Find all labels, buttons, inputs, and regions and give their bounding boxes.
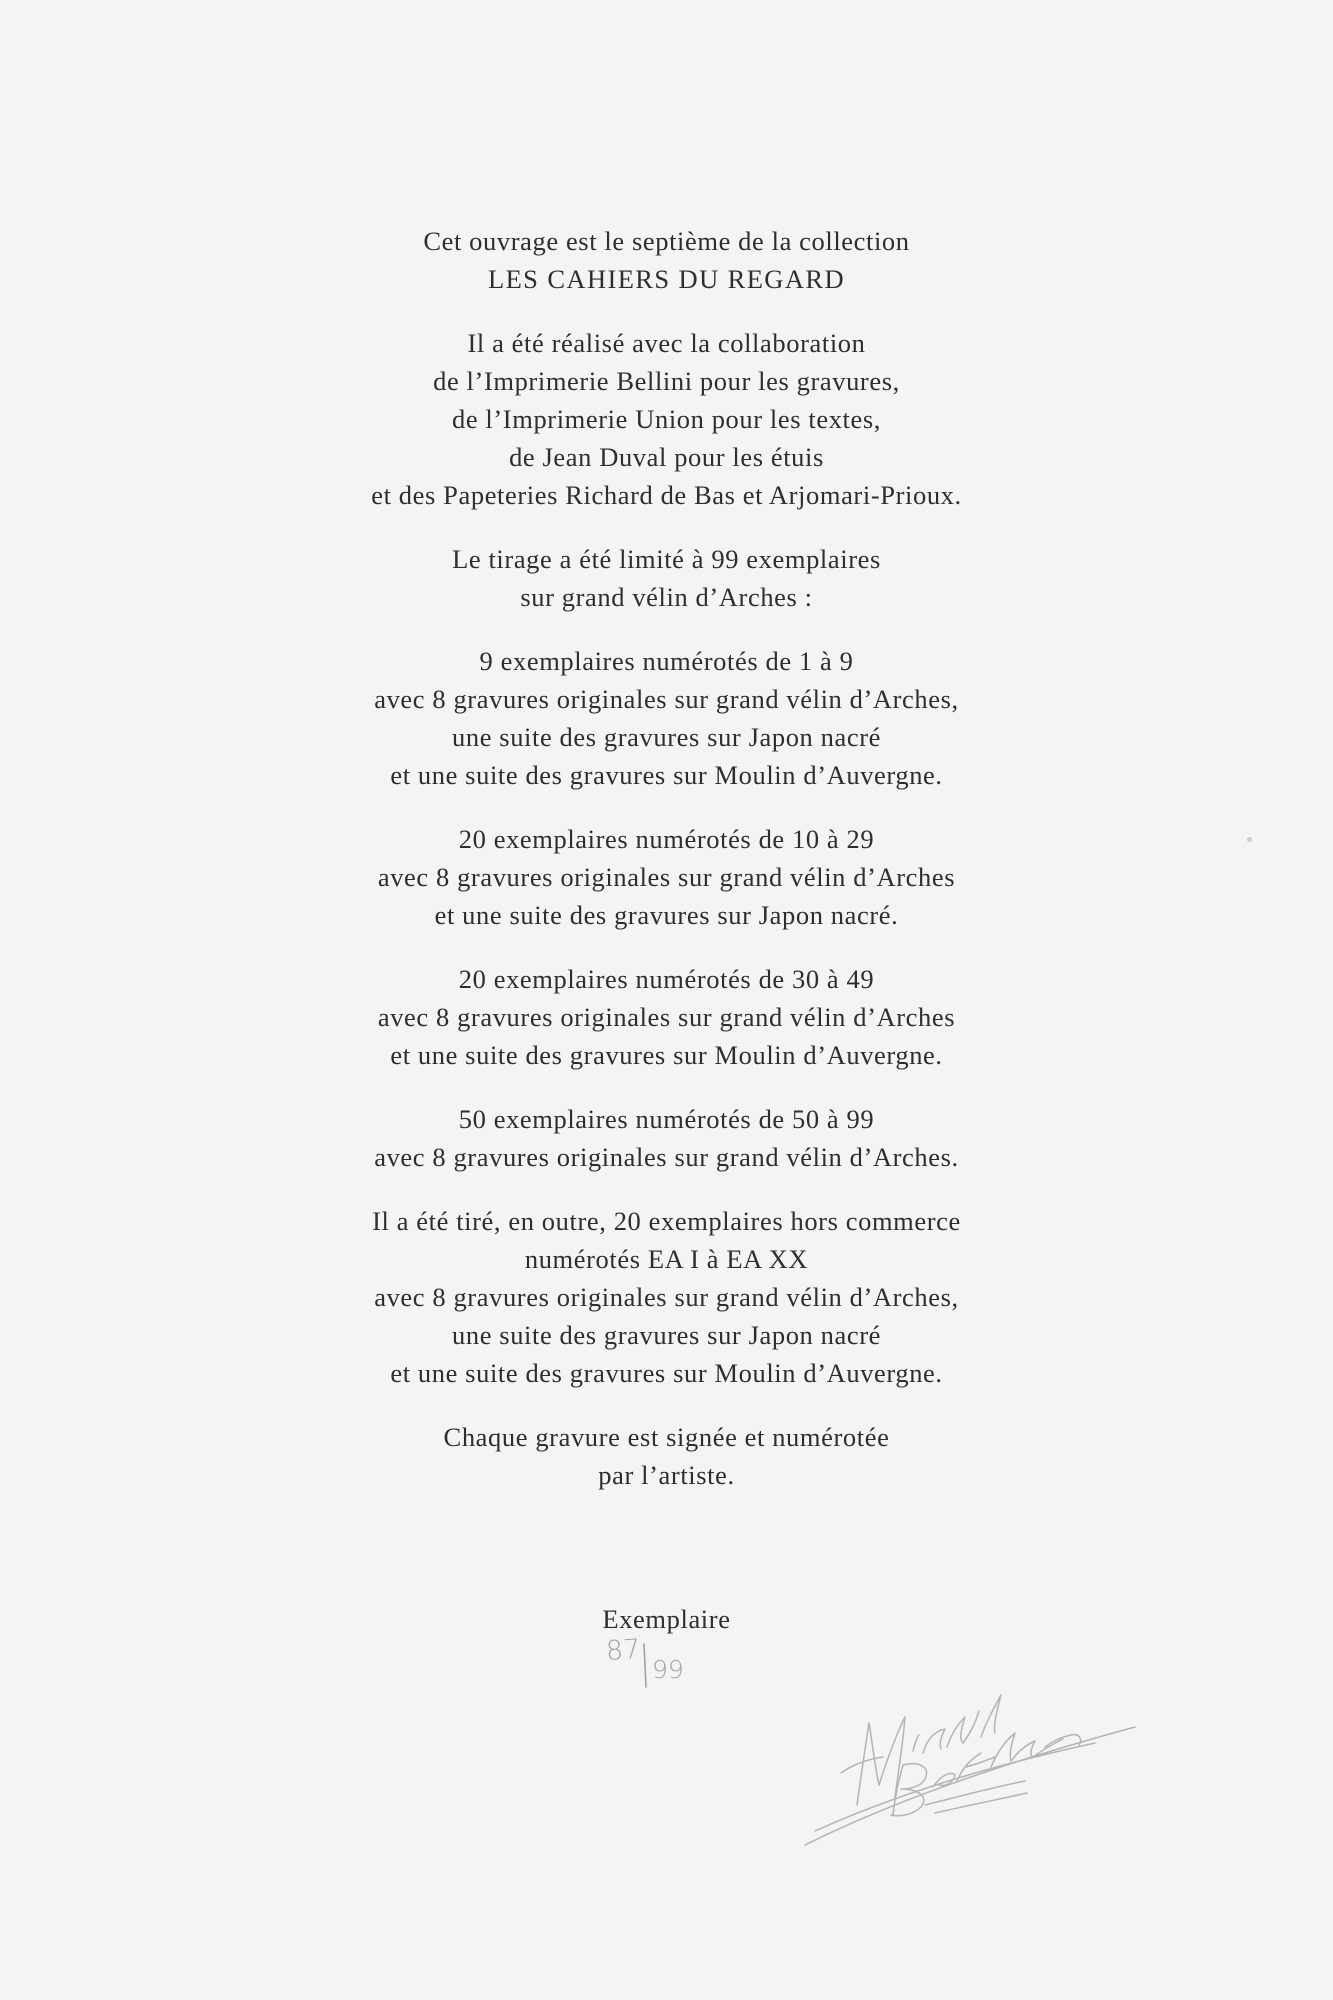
colophon-paragraph-copies-1-9: [0, 642, 1333, 794]
artist-signature: [795, 1655, 1145, 1855]
edition-total: 99: [652, 1655, 684, 1684]
colophon-line: de l’Imprimerie Union pour les textes,: [451, 404, 882, 434]
colophon-line: Il a été tiré, en outre, 20 exemplaires hors commerce: [372, 1206, 961, 1236]
colophon-line: Il a été réalisé avec la collaboration: [467, 328, 866, 358]
colophon-line: avec 8 gravures originales sur grand vélin d’Arches: [377, 862, 956, 892]
colophon-line: de Jean Duval pour les étuis: [509, 442, 824, 472]
colophon-text: [0, 222, 1333, 1520]
colophon-line: une suite des gravures sur Japon nacré: [452, 722, 881, 752]
colophon-line: avec 8 gravures originales sur grand vélin d’Arches.: [374, 1142, 959, 1172]
colophon-line: avec 8 gravures originales sur grand vélin d’Arches,: [374, 684, 959, 714]
colophon-line: avec 8 gravures originales sur grand vélin d’Arches,: [374, 1282, 959, 1312]
colophon-line: par l’artiste.: [598, 1460, 735, 1490]
collection-title: LES CAHIERS DU REGARD: [488, 264, 845, 294]
colophon-line: et une suite des gravures sur Moulin d’Auvergne.: [390, 1358, 943, 1388]
colophon-line: Cet ouvrage est le septième de la collection: [423, 226, 910, 256]
colophon-line: 20 exemplaires numérotés de 30 à 49: [458, 964, 875, 994]
colophon-paragraph-print-run: [0, 540, 1333, 616]
copy-number: 87: [604, 1633, 642, 1668]
colophon-line: et une suite des gravures sur Japon nacré.: [434, 900, 899, 930]
colophon-line: une suite des gravures sur Japon nacré: [452, 1320, 881, 1350]
colophon-line: 20 exemplaires numérotés de 10 à 29: [458, 824, 875, 854]
colophon-line: de l’Imprimerie Bellini pour les gravures,: [433, 366, 900, 396]
colophon-line: Chaque gravure est signée et numérotée: [443, 1422, 890, 1452]
colophon-line: et des Papeteries Richard de Bas et Arjomari-Prioux.: [371, 480, 962, 510]
colophon-paragraph-collaboration: [0, 324, 1333, 514]
exemplaire-label: Exemplaire: [602, 1604, 731, 1634]
colophon-paragraph-hors-commerce: [0, 1202, 1333, 1392]
colophon-line: avec 8 gravures originales sur grand vélin d’Arches: [377, 1002, 956, 1032]
colophon-line: et une suite des gravures sur Moulin d’Auvergne.: [390, 1040, 943, 1070]
colophon-line: numérotés EA I à EA XX: [524, 1244, 809, 1274]
colophon-line: Le tirage a été limité à 99 exemplaires: [452, 544, 881, 574]
colophon-paragraph-copies-10-29: [0, 820, 1333, 934]
colophon-line: et une suite des gravures sur Moulin d’Auvergne.: [390, 760, 943, 790]
colophon-paragraph-signature-note: [0, 1418, 1333, 1494]
fraction-slash: [600, 1635, 700, 1695]
paper-speck: [1247, 837, 1252, 842]
colophon-paragraph-copies-50-99: [0, 1100, 1333, 1176]
colophon-line: 9 exemplaires numérotés de 1 à 9: [479, 646, 854, 676]
colophon-paragraph-copies-30-49: [0, 960, 1333, 1074]
colophon-line: sur grand vélin d’Arches :: [520, 582, 813, 612]
handwritten-copy-number: [600, 1635, 700, 1695]
colophon-line: 50 exemplaires numérotés de 50 à 99: [458, 1104, 875, 1134]
colophon-paragraph-collection: [0, 222, 1333, 298]
